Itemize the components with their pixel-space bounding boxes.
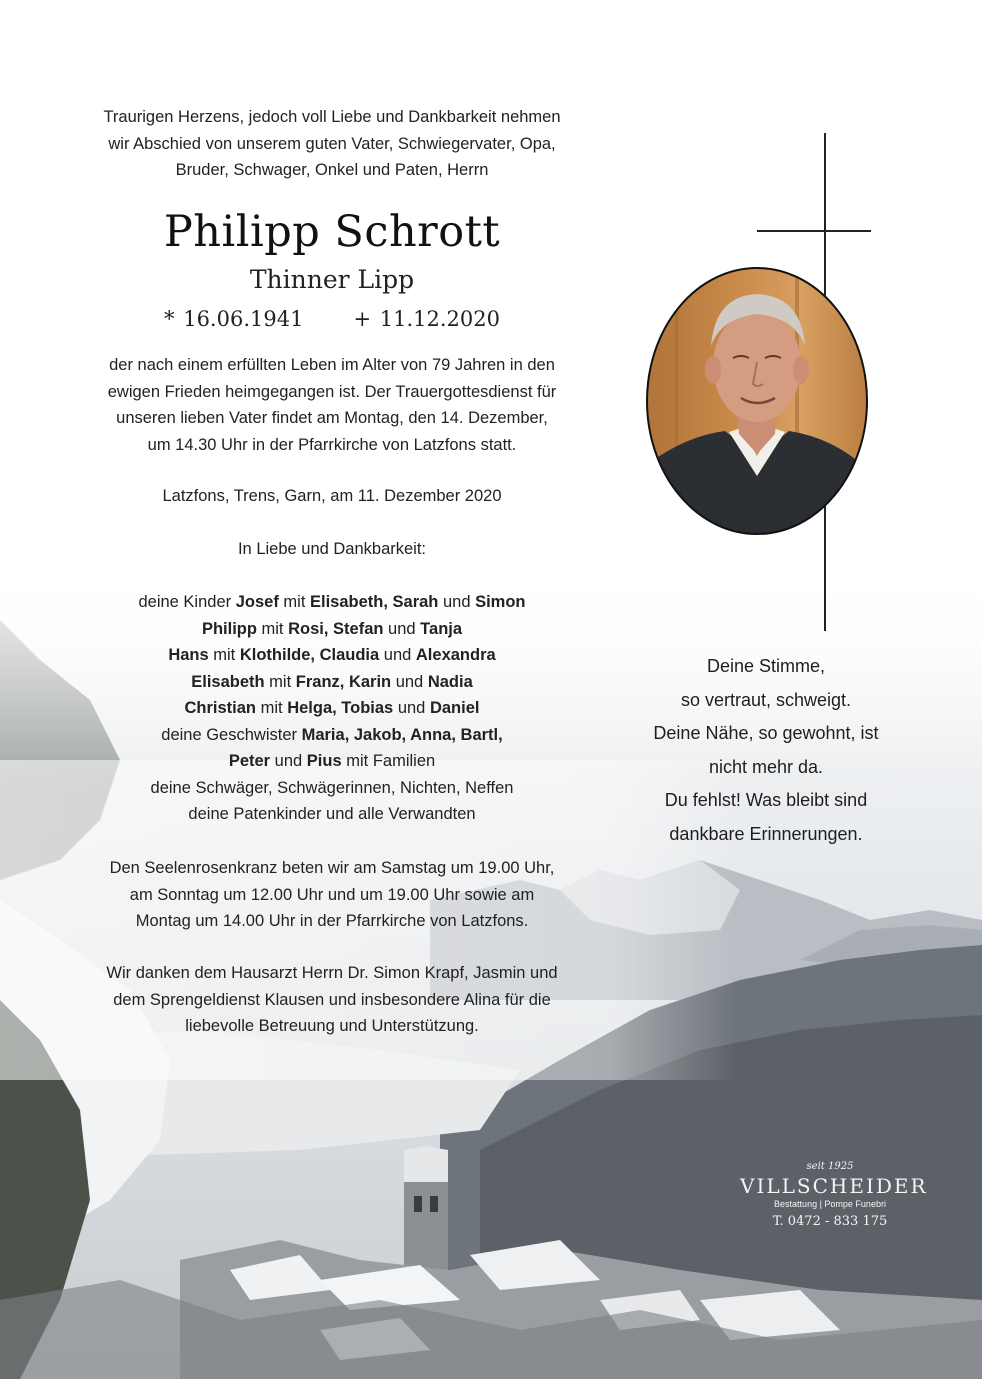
gratitude-line: Wir danken dem Hausarzt Herrn Dr. Simon Krapf, Jasmin und	[106, 964, 558, 982]
mourner-text: deine Geschwister	[161, 725, 302, 744]
mourner-name: Elisabeth, Sarah	[310, 593, 439, 611]
logo-since: seit 1925	[806, 1161, 854, 1172]
mourner-name: Philipp	[201, 619, 257, 638]
mourner-name: Pius	[306, 752, 342, 770]
mourner-line	[60, 589, 604, 616]
mourner-line	[60, 695, 604, 722]
mourner-text: mit	[256, 699, 288, 717]
mourner-name: Franz, Karin	[295, 672, 392, 691]
deceased-name-block	[60, 202, 604, 336]
gratitude-note	[60, 960, 604, 1040]
life-dates	[60, 302, 604, 336]
mourner-name: Christian	[184, 699, 257, 717]
mourner-name: Elisabeth	[191, 672, 265, 691]
mourner-name: Josef	[235, 593, 279, 611]
mourner-text: mit	[208, 646, 240, 664]
intro-line: wir Abschied von unserem guten Vater, Schwiegervater, Opa,	[108, 134, 556, 153]
mourner-text: mit	[256, 619, 289, 638]
mourner-text: mit	[278, 593, 310, 611]
body-line: um 14.30 Uhr in der Pfarrkirche von Latzfons statt.	[147, 435, 517, 454]
poem-line: Du fehlst! Was bleibt sind	[664, 790, 868, 810]
mourner-line	[60, 669, 604, 696]
place-and-date: Latzfons, Trens, Garn, am 11. Dezember 2020	[162, 487, 502, 505]
intro-line: Bruder, Schwager, Onkel und Paten, Herrn	[175, 161, 489, 179]
body-line: ewigen Frieden heimgegangen ist. Der Trauergottesdienst für	[107, 382, 557, 401]
intro-line: Traurigen Herzens, jedoch voll Liebe und Dankbarkeit nehmen	[103, 108, 561, 126]
funeral-home-logo	[740, 1160, 928, 1232]
logo-brand: VILLSCHEIDER	[740, 1174, 928, 1198]
memorial-poem	[606, 650, 926, 851]
mourner-line	[60, 748, 604, 775]
mourner-name: Hans	[168, 646, 209, 664]
mourner-text: und	[438, 593, 476, 611]
poem-line: dankbare Erinnerungen.	[669, 823, 863, 844]
mourners-list	[60, 589, 604, 828]
mourner-line	[60, 775, 604, 802]
mourner-text: und	[270, 752, 307, 770]
mourner-name: Peter	[228, 752, 271, 770]
cross-icon-horizontal	[757, 230, 871, 232]
mourner-text: deine Patenkinder und alle Verwandten	[188, 805, 476, 823]
mourner-line	[60, 801, 604, 828]
portrait-photo	[645, 266, 869, 536]
mourner-name: Maria, Jakob, Anna, Bartl,	[301, 725, 503, 744]
poem-line: so vertraut, schweigt.	[680, 689, 852, 710]
mourner-text: deine Kinder	[138, 593, 236, 611]
poem-line: Deine Stimme,	[706, 656, 826, 676]
thanks-heading: In Liebe und Dankbarkeit:	[237, 540, 427, 558]
mourner-text: und	[391, 672, 428, 691]
mourner-name: Helga, Tobias	[287, 699, 394, 717]
rosary-announcement	[60, 855, 604, 935]
logo-phone: T. 0472 - 833 175	[772, 1214, 888, 1229]
mourner-name: Tanja	[420, 619, 463, 638]
mourner-text: und	[383, 619, 421, 638]
rosary-line: am Sonntag um 12.00 Uhr und um 19.00 Uhr sowie am	[129, 885, 535, 904]
mourner-name: Alexandra	[415, 646, 496, 664]
deceased-name: Philipp Schrott	[163, 207, 501, 257]
mourner-name: Rosi, Stefan	[288, 619, 384, 638]
intro-text	[60, 104, 604, 184]
rosary-line: Montag um 14.00 Uhr in der Pfarrkirche von Latzfons.	[135, 912, 529, 930]
mourner-text: mit	[264, 672, 296, 691]
mourner-name: Simon	[475, 593, 526, 611]
mourner-text: deine Schwäger, Schwägerinnen, Nichten, Neffen	[150, 778, 514, 797]
gratitude-line: liebevolle Betreuung und Unterstützung.	[185, 1017, 479, 1035]
poem-line: nicht mehr da.	[708, 756, 824, 777]
body-line: unseren lieben Vater findet am Montag, den 14. Dezember,	[116, 409, 548, 427]
mourner-line	[60, 616, 604, 643]
mourner-name: Daniel	[429, 699, 480, 717]
rosary-line: Den Seelenrosenkranz beten wir am Samstag um 19.00 Uhr,	[109, 859, 555, 877]
mourner-text: und	[393, 699, 430, 717]
poem-line: Deine Nähe, so gewohnt, ist	[653, 723, 879, 743]
gratitude-line: dem Sprengeldienst Klausen und insbesondere Alina für die	[113, 990, 551, 1009]
deceased-nickname: Thinner Lipp	[249, 265, 415, 294]
service-announcement	[60, 352, 604, 458]
mourner-line	[60, 642, 604, 669]
mourner-text: mit Familien	[341, 752, 436, 770]
mourner-text: und	[379, 646, 416, 664]
portrait-image	[645, 266, 869, 536]
mourner-line	[60, 722, 604, 749]
birth-date: * 16.06.1941	[164, 307, 304, 331]
mourner-name: Klothilde, Claudia	[239, 646, 380, 664]
death-date: + 11.12.2020	[353, 307, 500, 331]
body-line: der nach einem erfüllten Leben im Alter von 79 Jahren in den	[109, 356, 555, 374]
logo-subtitle: Bestattung | Pompe Funebri	[774, 1199, 886, 1209]
mourner-name: Nadia	[427, 672, 473, 691]
